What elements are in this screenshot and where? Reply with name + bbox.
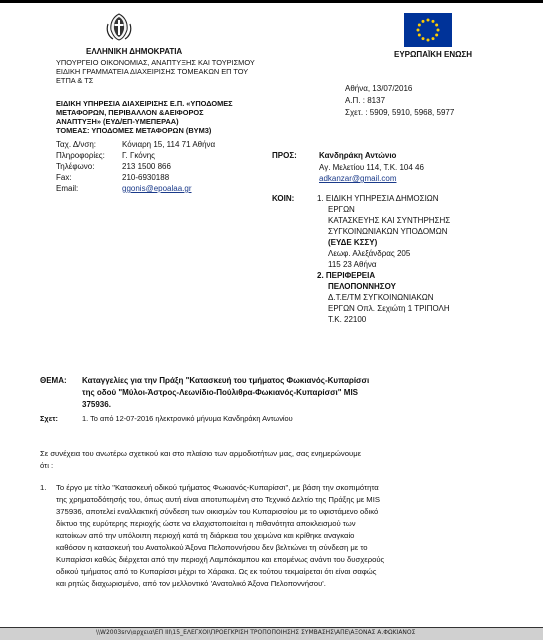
cc-line: Λεωφ. Αλεξάνδρας 205 — [328, 249, 411, 258]
ministry-line-3: ΕΤΠΑ & ΤΣ — [56, 76, 94, 85]
recipient-address: Αγ. Μελετίου 114, Τ.Κ. 104 46 — [319, 163, 424, 172]
eu-star-icon — [418, 34, 421, 37]
cc-label: ΚΟΙΝ: — [272, 194, 295, 203]
contact-email-link[interactable]: ggonis@epoalaa.gr — [122, 184, 192, 193]
cc-line: 115 23 Αθήνα — [328, 260, 377, 269]
service-line-2: ΜΕΤΑΦΟΡΩΝ, ΠΕΡΙΒΑΛΛΟΝ &ΑΕΙΦΟΡΟΣ — [56, 108, 204, 117]
eu-star-icon — [427, 19, 430, 22]
contact-label: Fax: — [56, 173, 72, 182]
contact-label: Τηλέφωνο: — [56, 162, 95, 171]
eu-star-icon — [417, 29, 420, 32]
eu-flag-icon — [404, 13, 452, 47]
recipient-label: ΠΡΟΣ: — [272, 151, 297, 160]
contact-label: Πληροφορίες: — [56, 151, 105, 160]
subject-line: της οδού "Μύλοι-Άστρος-Λεωνίδιο-Πούλιθρα-Φωκιανός-Κυπαρίσσι" MIS — [82, 388, 359, 397]
greek-coat-of-arms-icon — [104, 12, 134, 42]
recipient-name: Κανδηράκη Αντώνιο — [319, 151, 397, 160]
cc-line: ΠΕΛΟΠΟΝΝΗΣΟΥ — [328, 282, 396, 291]
point-line: 375936, αποτελεί εναλλακτική σύνδεση των οικισμών του Κυπαρισσίου με το υφιστάμενο οδικό — [56, 507, 379, 516]
cc-line: 1. ΕΙΔΙΚΗ ΥΠΗΡΕΣΙΑ ΔΗΜΟΣΙΩΝ — [317, 194, 439, 203]
recipient-email-link[interactable]: adkanzar@gmail.com — [319, 174, 397, 183]
cc-line: ΚΑΤΑΣΚΕΥΗΣ ΚΑΙ ΣΥΝΤΗΡΗΣΗΣ — [328, 216, 451, 225]
top-edge-rule — [0, 0, 543, 3]
point-line: καθόσον η κατασκευή του Ανατολικού Άξονα Πελοποννήσου δεν βελτιώνει τη σύνδεση με το — [56, 543, 368, 552]
service-line-4: ΤΟΜΕΑΣ: ΥΠΟΔΟΜΕΣ ΜΕΤΑΦΟΡΩΝ (ΒΥΜ3) — [56, 126, 212, 135]
cc-line: (ΕΥΔΕ ΚΣΣΥ) — [328, 238, 378, 247]
eu-star-icon — [435, 24, 438, 27]
cc-line: Δ.Τ.Ε/ΤΜ ΣΥΓΚΟΙΝΩΝΙΑΚΩΝ — [328, 293, 434, 302]
eu-star-icon — [418, 24, 421, 27]
eu-star-icon — [432, 20, 435, 23]
eu-label: ΕΥΡΩΠΑΪΚΗ ΕΝΩΣΗ — [394, 50, 473, 59]
point-line: και ρητώς διαχωρισμένο, από τον μελλοντικό 'Ανατολικό Άξονα Πελοποννήσου'. — [56, 579, 326, 588]
eu-star-icon — [422, 20, 425, 23]
republic-heading: ΕΛΛΗΝΙΚΗ ΔΗΜΟΚΡΑΤΙΑ — [86, 47, 183, 56]
date-line: Αθήνα, 13/07/2016 — [345, 84, 413, 93]
contact-label: Email: — [56, 184, 79, 193]
point-line: δίκτυο της ευρύτερης περιοχής ώστε να ελαχιστοποιείται η πιθανότητα αποκλεισμού των — [56, 519, 356, 528]
ministry-line-2: ΕΙΔΙΚΗ ΓΡΑΜΜΑΤΕΙΑ ΔΙΑΧΕΙΡΙΣΗΣ ΤΟΜΕΑΚΩΝ ΕΠ ΤΟΥ — [56, 67, 249, 76]
subject-line: 375936. — [82, 400, 111, 409]
cc-line: ΣΥΓΚΟΙΝΩΝΙΑΚΩΝ ΥΠΟΔΟΜΩΝ — [328, 227, 448, 236]
service-line-1: ΕΙΔΙΚΗ ΥΠΗΡΕΣΙΑ ΔΙΑΧΕΙΡΙΣΗΣ Ε.Π. «ΥΠΟΔΟΜΕΣ — [56, 99, 233, 108]
intro-line: Σε συνέχεια του ανωτέρω σχετικού και στο πλαίσιο των αρμοδιοτήτων μας, σας ενημερώνουμε — [40, 449, 362, 458]
point-number: 1. — [40, 483, 47, 492]
intro-line: ότι : — [40, 461, 54, 470]
reference-label: Σχετ: — [40, 414, 58, 423]
point-line: της χρηματοδότησής του, όπως αυτή είναι αποτυπωμένη στο Τεχνικό Δελτίο της Πράξης με MIS — [56, 495, 380, 504]
cc-line: 2. ΠΕΡΙΦΕΡΕΙΑ — [317, 271, 376, 280]
point-line: Το έργο με τίτλο "Κατασκευή οδικού τμήματος Φωκιανός-Κυπαρίσσι", με βάση την σκοπιμότητα — [56, 483, 379, 492]
eu-star-icon — [432, 37, 435, 40]
cc-line: ΕΡΓΩΝ Οπλ. Σεχιώτη 1 ΤΡΙΠΟΛΗ — [328, 304, 450, 313]
contact-label: Ταχ. Δ/νση: — [56, 140, 97, 149]
eu-star-icon — [427, 39, 430, 42]
ministry-line-1: ΥΠΟΥΡΓΕΙΟ ΟΙΚΟΝΟΜΙΑΣ, ΑΝΑΠΤΥΞΗΣ ΚΑΙ ΤΟΥΡΙΣΜΟΥ — [56, 58, 255, 67]
eu-star-icon — [422, 37, 425, 40]
cc-line: ΕΡΓΩΝ — [328, 205, 355, 214]
protocol-number: Α.Π. : 8137 — [345, 96, 386, 105]
contact-value: Κόνιαρη 15, 114 71 Αθήνα — [122, 140, 216, 149]
reference-text: 1. Το από 12-07-2016 ηλεκτρονικό μήνυμα Κανδηράκη Αντωνίου — [82, 414, 293, 423]
contact-value: 210-6930188 — [122, 173, 170, 182]
eu-star-icon — [437, 29, 440, 32]
footer-file-path: \\W2003srv\αρχεια\ΕΠ III\15_ΕΛΕΓΧΟΙ\ΠΡΟΕΓΚΡΙΣΗ ΤΡΟΠΟΠΟΙΗΣΗΣ ΣΥΜΒΑΣΗΣ\ΑΠΕ\ΑΞΟΝΑΣ Α.ΦΩΚΙΑΝΟΣ — [96, 629, 416, 636]
reference-numbers: Σχετ. : 5909, 5910, 5968, 5977 — [345, 108, 455, 117]
contact-value: 213 1500 866 — [122, 162, 171, 171]
subject-label: ΘΕΜΑ: — [40, 376, 67, 385]
contact-value: Γ. Γκόνης — [122, 151, 156, 160]
eu-star-icon — [435, 34, 438, 37]
service-line-3: ΑΝΑΠΤΥΞΗ» (ΕΥΔ/ΕΠ-ΥΜΕΠΕΡΑΑ) — [56, 117, 179, 126]
point-line: κατοίκων από την υπόλοιπη περιοχή κατά τη διάρκεια του χειμώνα και κρίθηκε αναγκαίο — [56, 531, 355, 540]
subject-line: Καταγγελίες για την Πράξη "Κατασκευή του τμήματος Φωκιανός-Κυπαρίσσι — [82, 376, 370, 385]
point-line: Κυπαρίσσι καθώς διέρχεται από την περιοχή Λαμπόκαμπου και επομένως ανάντι του δυσχερούς — [56, 555, 385, 564]
point-line: οδικού τμήματος από το Κυπαρίσσι μέχρι το Χάρακα. Ως εκ τούτου τεκμαίρεται ότι είναι σαφώς — [56, 567, 377, 576]
cc-line: Τ.Κ. 22100 — [328, 315, 367, 324]
